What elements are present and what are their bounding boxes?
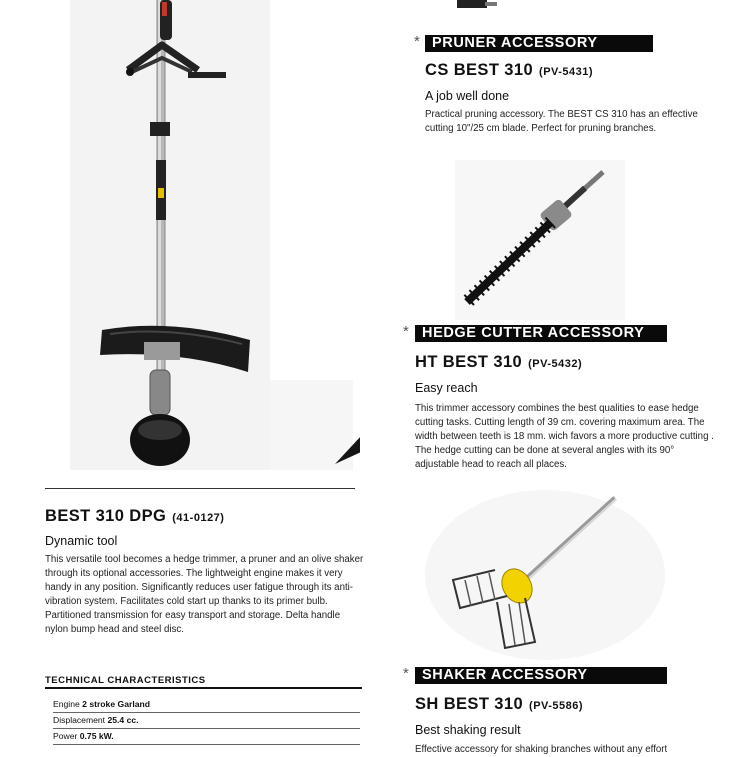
spec-row: Displacement 25.4 cc.: [53, 712, 360, 729]
shaker-banner: SHAKER ACCESSORY: [415, 667, 667, 684]
main-tagline: Dynamic tool: [45, 534, 118, 548]
top-partial-image: [455, 0, 535, 14]
hedge-tagline: Easy reach: [415, 381, 478, 395]
tech-title: TECHNICAL CHARACTERISTICS: [45, 675, 206, 686]
hedge-model: HT BEST 310 (PV-5432): [415, 353, 583, 371]
hedge-description: This trimmer accessory combines the best qualities to ease hedge cutting tasks. Cutting length of 39 cm. covering maximum area. The width between teeth is 18 mm. wich favors a more productive cutting . The hedge cutting can be done at several angles with its 90° adjustable head to reach all places.: [415, 403, 714, 470]
pruner-tagline: A job well done: [425, 89, 510, 103]
trimmer-image: [70, 0, 360, 480]
pruner-model: CS BEST 310 (PV-5431): [425, 61, 594, 79]
pruner-banner: PRUNER ACCESSORY: [425, 35, 653, 52]
asterisk: *: [403, 323, 409, 340]
asterisk: *: [403, 665, 409, 682]
main-model: BEST 310 DPG (41-0127): [45, 507, 225, 525]
shaker-model: SH BEST 310 (PV-5586): [415, 695, 584, 713]
spec-row: Power 0.75 kW.: [53, 728, 360, 745]
spec-row: Engine 2 stroke Garland: [53, 696, 360, 713]
hedge-banner: HEDGE CUTTER ACCESSORY: [415, 325, 667, 342]
tech-rule: [45, 687, 362, 689]
shaker-description: Effective accessory for shaking branches without any effort: [415, 744, 668, 755]
main-description: This versatile tool becomes a hedge trimmer, a pruner and an olive shaker through its optional accessories. The lightweight engine makes it very handy in any position. Significantly reduces user fatigue through its anti-vibration system. Facilitates cold start up thanks to its primer bulb. Partitioned transmission for easy transport and storage. Delta handle nylon bump head and steel disc.: [45, 554, 364, 635]
shaker-image: [425, 490, 665, 660]
asterisk: *: [414, 33, 420, 50]
hedge-cutter-image: [455, 160, 625, 320]
shaker-tagline: Best shaking result: [415, 723, 521, 737]
pruner-description: Practical pruning accessory. The BEST CS 310 has an effective cutting 10"/25 cm blade. Perfect for pruning branches.: [425, 109, 698, 134]
divider: [45, 488, 355, 489]
